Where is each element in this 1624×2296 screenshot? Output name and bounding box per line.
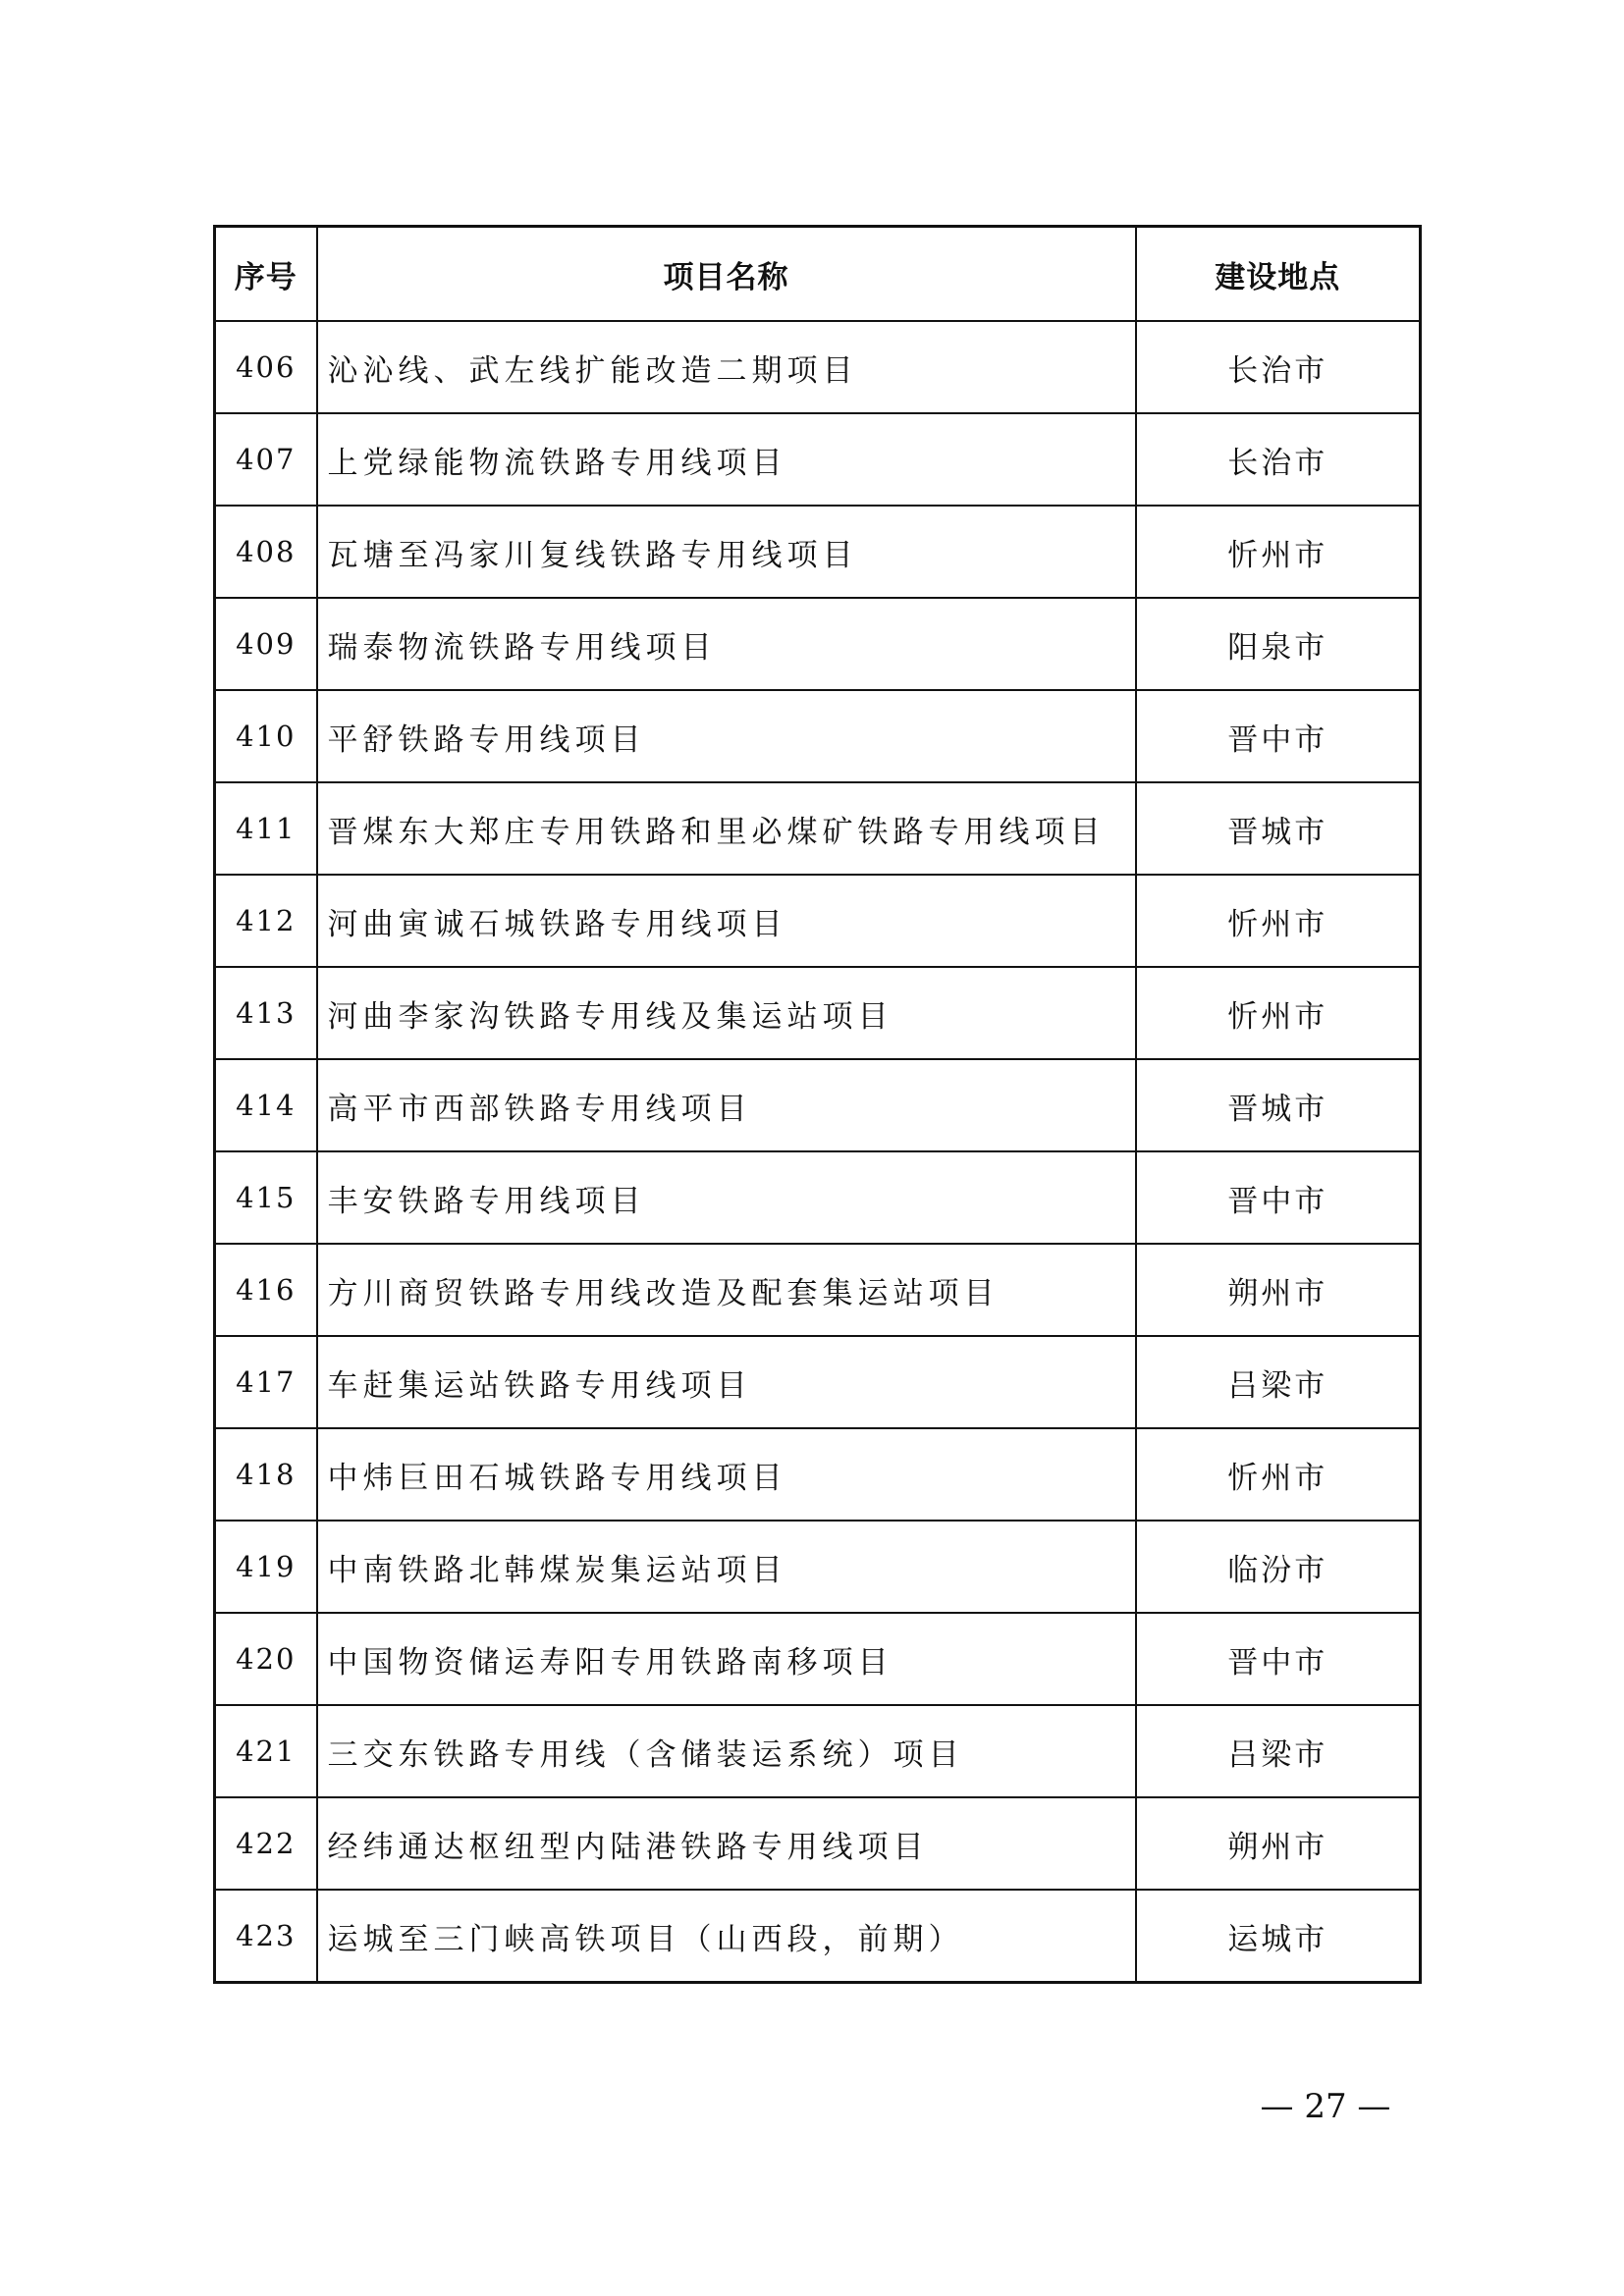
row-project-name: 平舒铁路专用线项目 [317, 690, 1136, 782]
table-row [215, 875, 1421, 967]
table-row [215, 1059, 1421, 1151]
row-project-name: 瓦塘至冯家川复线铁路专用线项目 [317, 506, 1136, 598]
row-location: 晋城市 [1136, 1059, 1421, 1151]
row-project-name: 河曲寅诚石城铁路专用线项目 [317, 875, 1136, 967]
row-location: 阳泉市 [1136, 598, 1421, 690]
row-location: 晋中市 [1136, 1613, 1421, 1705]
row-location: 忻州市 [1136, 506, 1421, 598]
row-seq: 420 [215, 1613, 317, 1705]
header-location: 建设地点 [1136, 227, 1421, 322]
row-seq: 410 [215, 690, 317, 782]
header-row [215, 227, 1421, 322]
row-seq: 406 [215, 321, 317, 413]
row-location: 吕梁市 [1136, 1336, 1421, 1428]
table-row [215, 1244, 1421, 1336]
table-row [215, 1428, 1421, 1521]
row-seq: 417 [215, 1336, 317, 1428]
row-seq: 416 [215, 1244, 317, 1336]
row-location: 忻州市 [1136, 1428, 1421, 1521]
row-project-name: 瑞泰物流铁路专用线项目 [317, 598, 1136, 690]
row-seq: 412 [215, 875, 317, 967]
row-project-name: 上党绿能物流铁路专用线项目 [317, 413, 1136, 506]
table-header [215, 227, 1421, 322]
row-project-name: 中炜巨田石城铁路专用线项目 [317, 1428, 1136, 1521]
table-row [215, 782, 1421, 875]
table-row [215, 321, 1421, 413]
row-project-name: 高平市西部铁路专用线项目 [317, 1059, 1136, 1151]
row-project-name: 经纬通达枢纽型内陆港铁路专用线项目 [317, 1797, 1136, 1890]
table-row [215, 1336, 1421, 1428]
row-location: 晋中市 [1136, 1151, 1421, 1244]
row-location: 忻州市 [1136, 875, 1421, 967]
row-seq: 421 [215, 1705, 317, 1797]
row-seq: 413 [215, 967, 317, 1059]
row-location: 朔州市 [1136, 1244, 1421, 1336]
row-seq: 409 [215, 598, 317, 690]
row-location: 临汾市 [1136, 1521, 1421, 1613]
table-row [215, 506, 1421, 598]
page-number: — 27 — [1260, 2087, 1391, 2126]
header-project-name: 项目名称 [317, 227, 1136, 322]
row-location: 朔州市 [1136, 1797, 1421, 1890]
row-seq: 422 [215, 1797, 317, 1890]
row-location: 运城市 [1136, 1890, 1421, 1983]
row-seq: 418 [215, 1428, 317, 1521]
header-seq: 序号 [215, 227, 317, 322]
row-location: 晋城市 [1136, 782, 1421, 875]
row-location: 忻州市 [1136, 967, 1421, 1059]
row-project-name: 运城至三门峡高铁项目（山西段，前期） [317, 1890, 1136, 1983]
row-project-name: 沁沁线、武左线扩能改造二期项目 [317, 321, 1136, 413]
table-row [215, 1521, 1421, 1613]
table-row [215, 967, 1421, 1059]
row-project-name: 晋煤东大郑庄专用铁路和里必煤矿铁路专用线项目 [317, 782, 1136, 875]
table-row [215, 1797, 1421, 1890]
row-seq: 423 [215, 1890, 317, 1983]
table-row [215, 598, 1421, 690]
row-seq: 414 [215, 1059, 317, 1151]
row-project-name: 三交东铁路专用线（含储装运系统）项目 [317, 1705, 1136, 1797]
table-row [215, 690, 1421, 782]
row-location: 长治市 [1136, 321, 1421, 413]
row-location: 长治市 [1136, 413, 1421, 506]
row-project-name: 中国物资储运寿阳专用铁路南移项目 [317, 1613, 1136, 1705]
project-table [213, 225, 1422, 1984]
table-body [215, 321, 1421, 1983]
row-project-name: 河曲李家沟铁路专用线及集运站项目 [317, 967, 1136, 1059]
table-row [215, 413, 1421, 506]
table-row [215, 1890, 1421, 1983]
row-seq: 419 [215, 1521, 317, 1613]
row-location: 吕梁市 [1136, 1705, 1421, 1797]
row-project-name: 车赶集运站铁路专用线项目 [317, 1336, 1136, 1428]
row-project-name: 中南铁路北韩煤炭集运站项目 [317, 1521, 1136, 1613]
row-seq: 407 [215, 413, 317, 506]
row-project-name: 丰安铁路专用线项目 [317, 1151, 1136, 1244]
table-row [215, 1705, 1421, 1797]
row-location: 晋中市 [1136, 690, 1421, 782]
row-seq: 411 [215, 782, 317, 875]
row-project-name: 方川商贸铁路专用线改造及配套集运站项目 [317, 1244, 1136, 1336]
table-row [215, 1613, 1421, 1705]
table-row [215, 1151, 1421, 1244]
row-seq: 415 [215, 1151, 317, 1244]
row-seq: 408 [215, 506, 317, 598]
